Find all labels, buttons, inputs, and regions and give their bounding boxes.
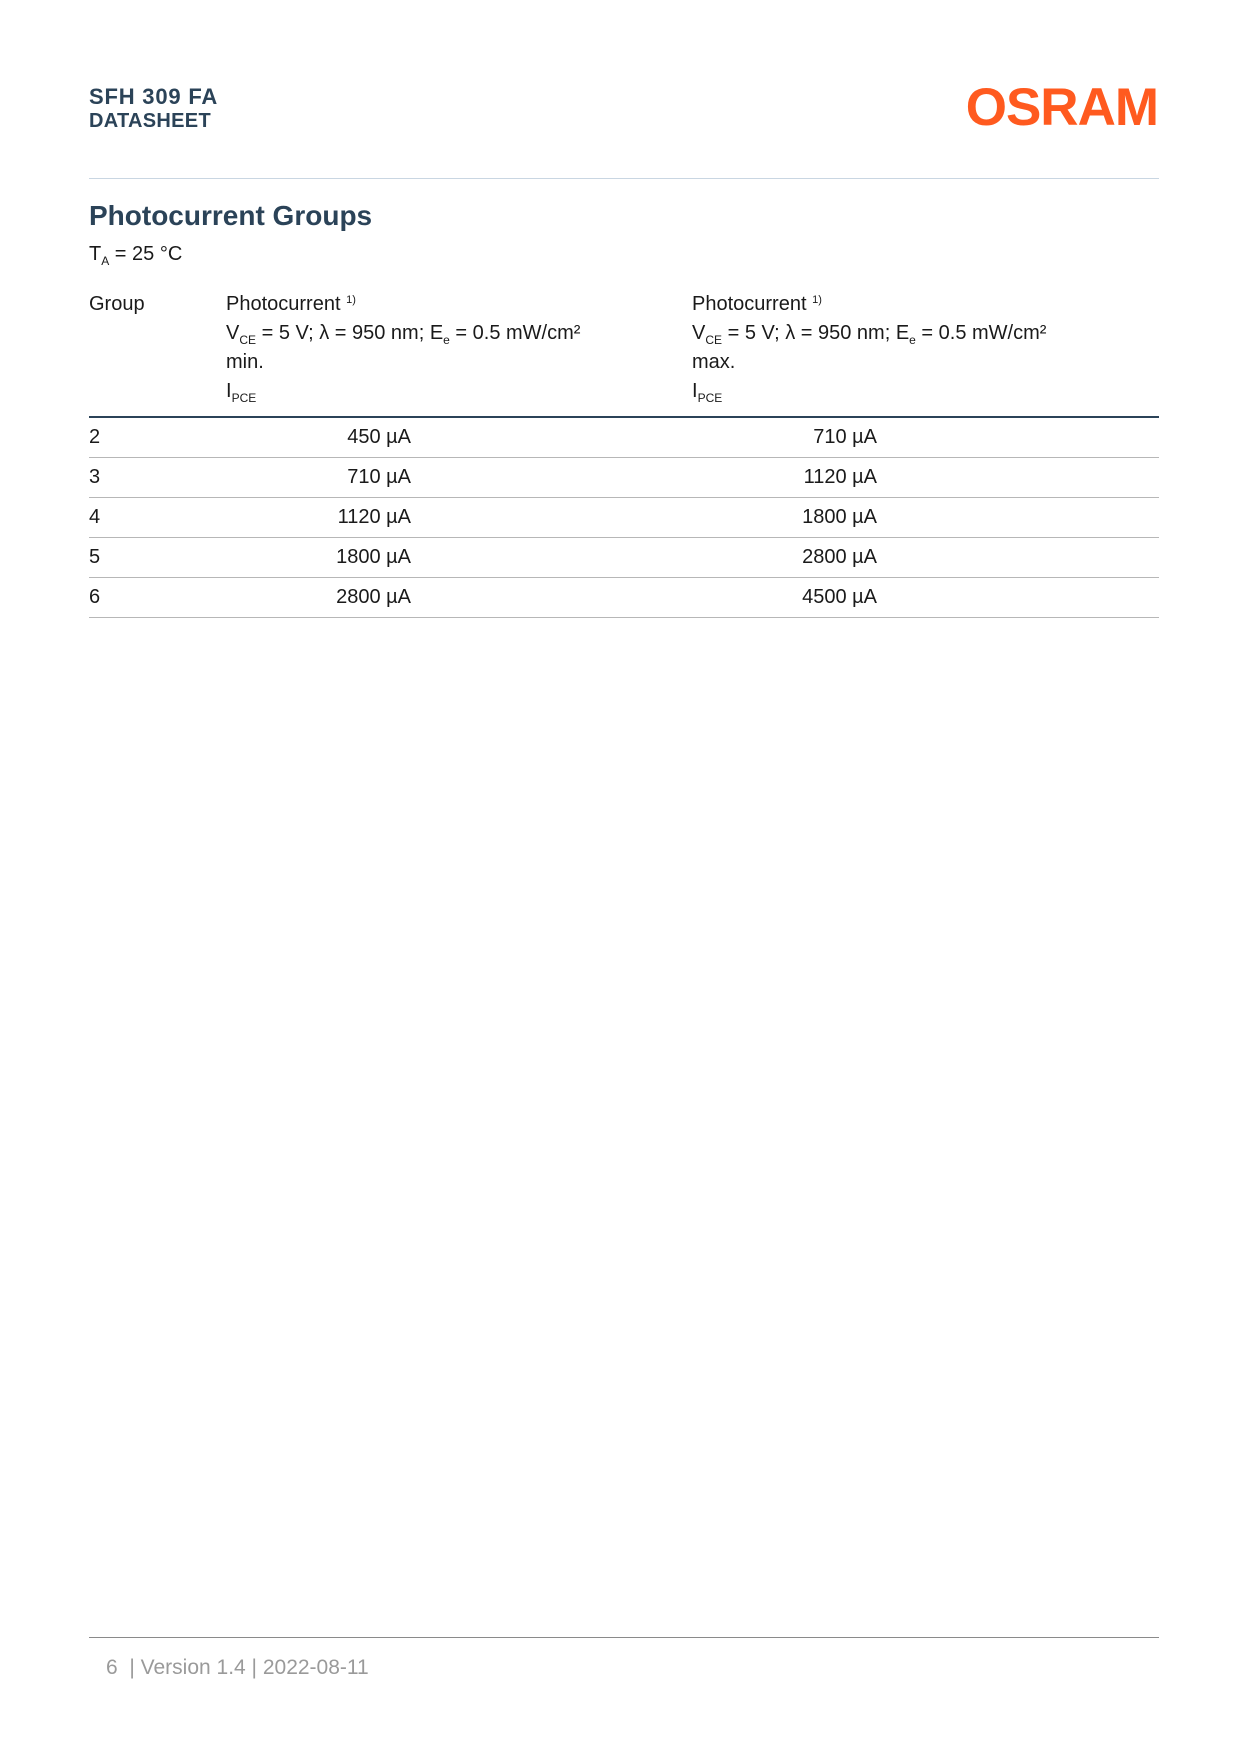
cond-v-sub: CE (239, 333, 257, 347)
osram-logo: OSRAM (965, 78, 1158, 137)
page-footer (106, 1656, 369, 1680)
table-row (89, 578, 1159, 618)
min-cell: 2800 µA (336, 586, 411, 608)
photocurrent-groups-table (89, 290, 1159, 618)
symbol-sub: PCE (697, 391, 723, 405)
min-cell: 450 µA (347, 426, 411, 448)
cond-v: V (692, 322, 706, 344)
symbol-sub: PCE (231, 391, 257, 405)
cond-v-sub: CE (705, 333, 723, 347)
header-limit: max. (692, 351, 736, 373)
group-cell: 3 (89, 466, 101, 488)
header-group: Group (89, 293, 145, 315)
footnote-ref: 1) (346, 294, 356, 306)
section-title: Photocurrent Groups (89, 200, 373, 231)
version-info: | Version 1.4 | 2022-08-11 (129, 1656, 369, 1679)
cond-v: V (226, 322, 240, 344)
table-header (89, 290, 1159, 418)
cond-mid: = 5 V; λ = 950 nm; E (261, 322, 444, 344)
condition-symbol-sub: A (101, 254, 110, 268)
cond-end: = 0.5 mW/cm² (921, 322, 1047, 344)
header-title: Photocurrent (226, 293, 341, 315)
group-cell: 5 (89, 546, 101, 568)
cond-e-sub: e (909, 333, 916, 347)
group-cell: 4 (89, 506, 101, 528)
cond-mid: = 5 V; λ = 950 nm; E (727, 322, 910, 344)
cond-end: = 0.5 mW/cm² (455, 322, 581, 344)
min-cell: 1800 µA (336, 546, 411, 568)
min-cell: 1120 µA (337, 506, 411, 528)
group-cell: 6 (89, 586, 101, 608)
max-cell: 1120 µA (803, 466, 877, 488)
symbol: I (692, 380, 698, 402)
max-cell: 1800 µA (802, 506, 877, 528)
table-row (89, 538, 1159, 578)
table-row (89, 458, 1159, 498)
product-name: SFH 309 FA (89, 84, 219, 109)
page-number: 6 (106, 1656, 118, 1679)
doc-header (89, 84, 218, 132)
document-type: DATASHEET (89, 110, 211, 132)
header-title: Photocurrent (692, 293, 807, 315)
header-min (226, 290, 580, 406)
cond-e-sub: e (443, 333, 450, 347)
table-row (89, 418, 1159, 458)
table-row (89, 498, 1159, 538)
max-cell: 710 µA (813, 426, 877, 448)
max-cell: 4500 µA (802, 586, 877, 608)
condition-symbol: T (89, 243, 102, 265)
symbol: I (226, 380, 232, 402)
condition-value: = 25 °C (114, 243, 183, 265)
footnote-ref: 1) (812, 294, 822, 306)
header-limit: min. (226, 351, 264, 373)
header-max (692, 290, 1046, 406)
footer-divider (89, 1637, 1159, 1638)
test-condition (89, 243, 182, 266)
header-divider (89, 178, 1159, 179)
max-cell: 2800 µA (802, 546, 877, 568)
min-cell: 710 µA (347, 466, 411, 488)
group-cell: 2 (89, 426, 101, 448)
